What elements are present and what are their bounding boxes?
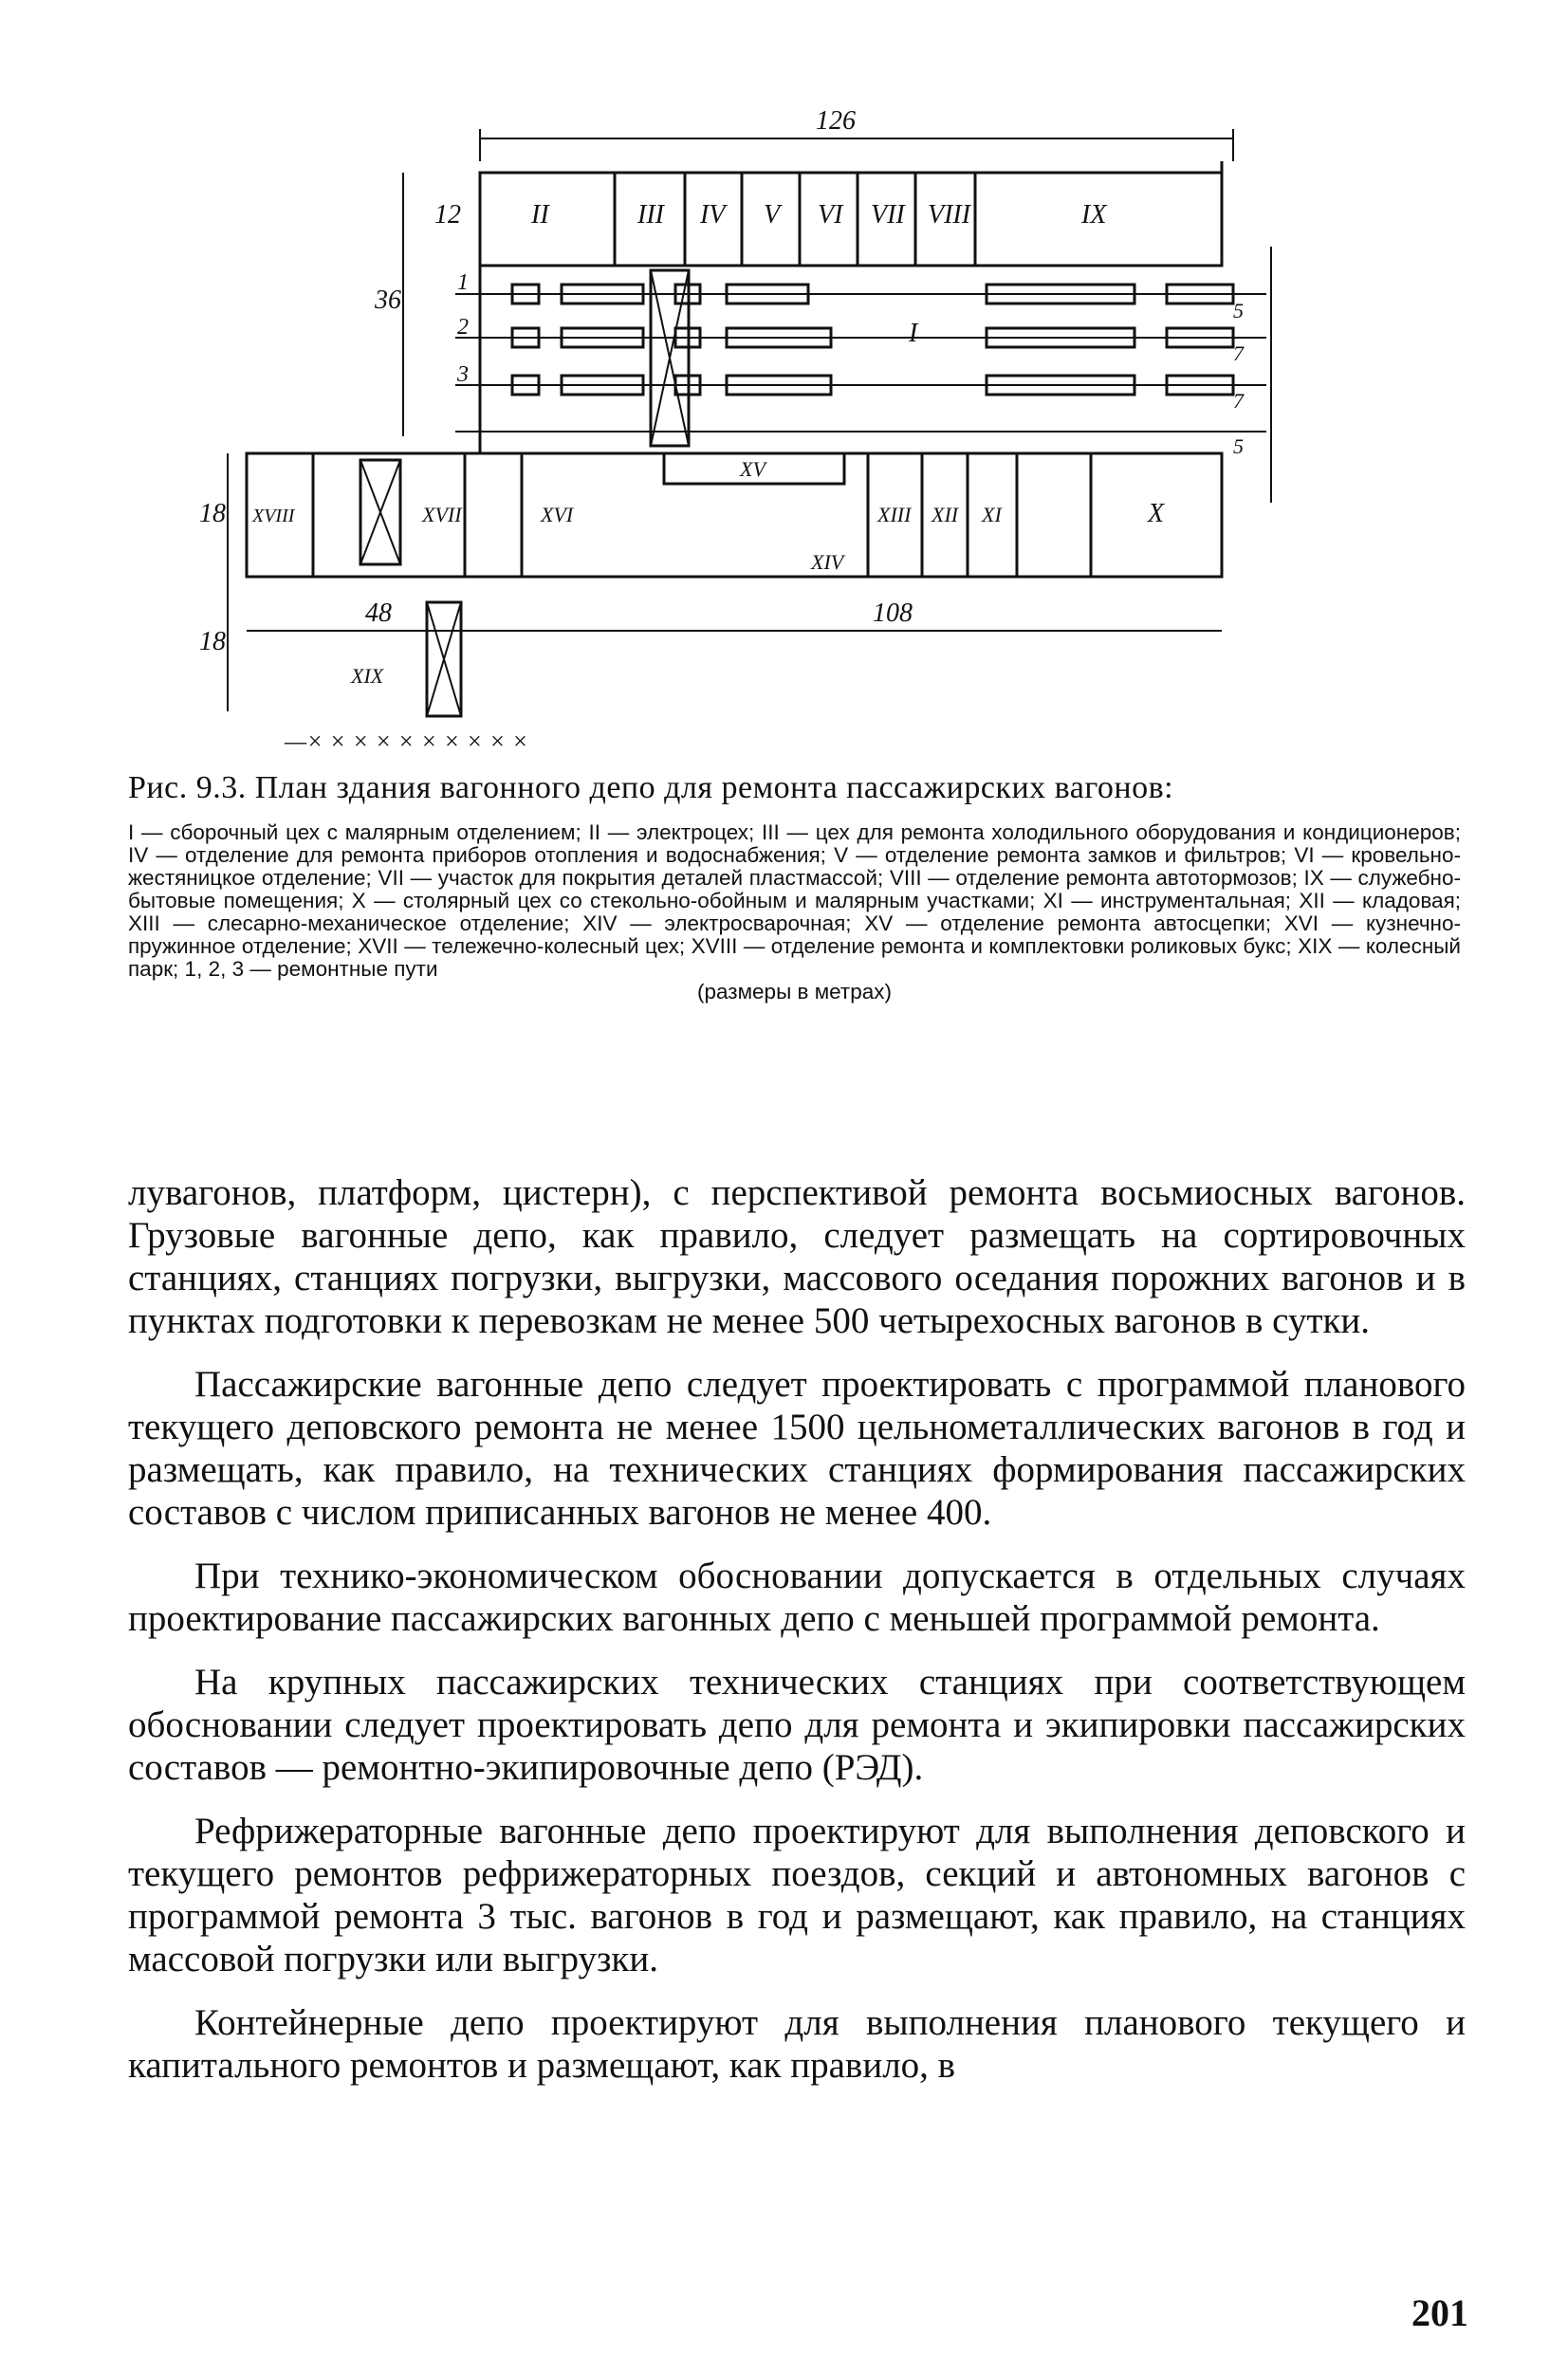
paragraph-2: Пассажирские вагонные депо следует проектировать с программой планового текущего деповского ремонта не менее 1500 цельнометаллических вагонов в год и размещать, как правило, на технических станциях формирования пассажирских составов с числом приписанных вагонов не менее 400. (128, 1364, 1466, 1533)
dim-gap-b: 7 (1233, 341, 1244, 365)
track-1: 1 (457, 270, 469, 295)
room-XVIII: XVIII (252, 506, 295, 526)
room-XIX: XIX (351, 664, 384, 688)
dim-gap-a: 5 (1233, 299, 1244, 322)
dim-18-upper: 18 (199, 499, 226, 528)
room-XIV: XIV (811, 550, 844, 574)
room-II: II (531, 200, 549, 230)
room-VIII: VIII (928, 200, 971, 230)
track-3: 3 (457, 362, 469, 387)
room-XV: XV (740, 457, 766, 481)
room-IX: IX (1081, 200, 1107, 230)
dim-gap-c: 7 (1233, 389, 1244, 413)
room-VII: VII (871, 200, 905, 230)
dim-12: 12 (434, 200, 461, 230)
dim-108: 108 (873, 598, 913, 628)
caption-legend: I — сборочный цех с малярным отделением; II — электроцех; III — цех для ремонта холодильного оборудования и кондиционеров; IV — отделение для ремонта приборов отопления и водоснабжения; V — отделение ремонта замков и фильтров; VI — кровельно-жестяницкое отделение; VII — участок для покрытия деталей пластмассой; VIII — отделение ремонта автотормозов; IX — служебно-бытовые помещения; X — столярный цех со стекольно-обойным и малярным участками; XI — инструментальная; XII — кладовая; XIII — слесарно-механическое отделение; XIV — электросварочная; XV — отделение ремонта автосцепки; XVI — кузнечно-пружинное отделение; XVII — тележечно-колесный цех; XVIII — отделение ремонта и комплектовки роликовых букс; XIX — колесный парк; 1, 2, 3 — ремонтные пути (128, 820, 1461, 981)
caption-units: (размеры в метрах) (696, 980, 893, 1003)
dim-126: 126 (816, 106, 856, 136)
track-2: 2 (457, 315, 469, 340)
dim-gap-d: 5 (1233, 434, 1244, 458)
fence-line: —× × × × × × × × × × (285, 727, 529, 755)
body-text (128, 1171, 1466, 2108)
paragraph-5: Рефрижераторные вагонные депо проектируют для выполнения деповского и текущего ремонтов рефрижераторных поездов, секций и автономных вагонов с программой ремонта 3 тыс. вагонов в год и размещают, как правило, на станциях массовой погрузки или выгрузки. (128, 1811, 1466, 1979)
room-V: V (764, 200, 781, 230)
room-XII: XII (932, 503, 959, 526)
paragraph-1: лувагонов, платформ, цистерн), с перспективой ремонта восьмиосных вагонов. Грузовые вагонные депо, как правило, следует размещать на сортировочных станциях, станциях погрузки, выгрузки, массового оседания порожних вагонов и в пунктах подготовки к перевозкам не менее 500 четырехосных вагонов в сутки. (128, 1172, 1466, 1341)
room-III: III (637, 200, 664, 230)
room-XVI: XVI (541, 503, 574, 526)
dim-18-lower: 18 (199, 627, 226, 656)
page-number: 201 (1411, 2292, 1468, 2334)
room-IV: IV (700, 200, 726, 230)
paragraph-6: Контейнерные депо проектируют для выполнения планового текущего и капитального ремонтов и размещают, как правило, в (128, 2002, 1466, 2086)
paragraph-3: При технико-экономическом обосновании допускается в отдельных случаях проектирование пассажирских вагонных депо с меньшей программой ремонта. (128, 1556, 1466, 1639)
room-I: I (909, 319, 918, 348)
figure-caption (128, 768, 1461, 1003)
dim-36: 36 (375, 285, 401, 315)
room-XVII: XVII (422, 503, 462, 526)
caption-title: Рис. 9.3. План здания вагонного депо для ремонта пассажирских вагонов: (128, 770, 1174, 805)
dim-48: 48 (365, 598, 392, 628)
paragraph-4: На крупных пассажирских технических станциях при соответствующем обосновании следует проектировать депо для ремонта и экипировки пассажирских составов — ремонтно-экипировочные депо (РЭД). (128, 1662, 1466, 1788)
room-XIII: XIII (877, 503, 912, 526)
room-VI: VI (818, 200, 843, 230)
depot-plan-figure (190, 104, 1423, 768)
room-XI: XI (982, 503, 1002, 526)
room-X: X (1148, 499, 1165, 528)
